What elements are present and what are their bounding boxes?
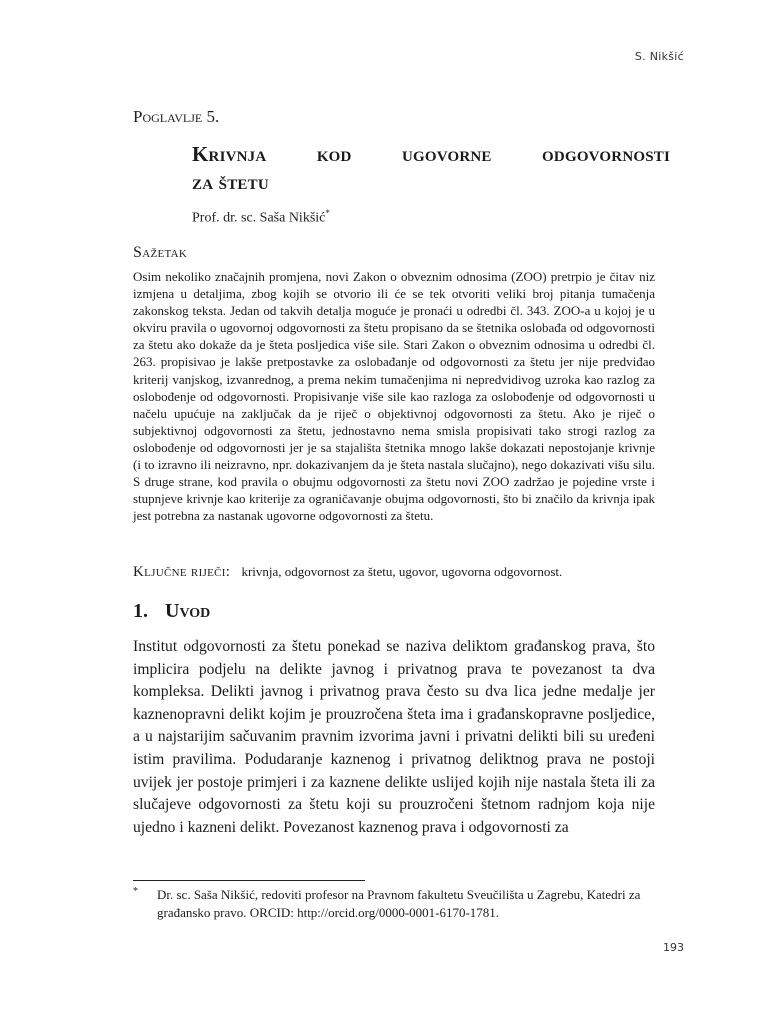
footnote-divider (133, 880, 365, 881)
keywords-line (133, 563, 673, 581)
section-title: Uvod (165, 600, 211, 622)
section-body-text: Institut odgovornosti za štetu ponekad se naziva deliktom građanskog prava, što implicira podjelu na delikte javnog i privatnog prava te povezanost ta dva kompleksa. Delikti javnog i privatnog prava često su dva lica jedne medalje jer kaznenopravni delikt kojim je prouzročena šteta ima i građanskopravne posljedice, a u najstarijim sačuvanim pravnim izvorima javni i privatni delikti bili su uređeni istim pravilima. Podudaranje kaznenog i privatnog deliktnog prava ne postoji uvijek jer postoje primjeri i za kaznene delikte uslijed kojih nije nastala šteta ili za slučajeve odgovornosti za štetu koji su prouzročeni štetnom radnjom koja nije ujedno i kazneni delikt. Povezanost kaznenog prava i odgovornosti za (133, 638, 655, 836)
keywords-text: krivnja, odgovornost za štetu, ugovor, ugovorna odgovornost. (241, 564, 563, 579)
chapter-label: Poglavlje 5. (133, 107, 220, 126)
author-line (192, 208, 330, 227)
article-title (192, 140, 670, 196)
abstract-label: Sažetak (133, 244, 188, 261)
footnote (133, 886, 655, 922)
author-footnote-mark[interactable]: * (325, 208, 330, 218)
footnote-mark: * (133, 886, 138, 897)
keywords-label: Ključne riječi: (133, 564, 231, 580)
article-title-line-2: za štetu (192, 170, 269, 194)
section-number: 1. (133, 600, 148, 622)
page-number: 193 (663, 941, 684, 954)
section-heading (133, 600, 210, 623)
running-head: S. Nikšić (634, 50, 684, 63)
footnote-text: Dr. sc. Saša Nikšić, redoviti profesor na Pravnom fakultetu Sveučilišta u Zagrebu, Katedri za građansko pravo. ORCID: http://orcid.org/0000-0001-6170-1781. (157, 887, 641, 920)
abstract-text: Osim nekoliko značajnih promjena, novi Zakon o obveznim odnosima (ZOO) pretrpio je čitav niz izmjena u detaljima, zbog kojih se otvorio ili će se tek otvoriti veliki broj pitanja tumačenja zakonskog teksta. Jedan od takvih detalja moguće je pronaći u odredbi čl. 343. ZOO-a u kojoj je u okviru pravila o ugovornoj odgovornosti za štetu propisano da se štetnika oslobađa od odgovornosti za štetu ako dokaže da je šteta posljedica više sile. Stari Zakon o obveznim odnosima u odredbi čl. 263. propisivao je lakše pretpostavke za oslobađanje od odgovornosti za štetu jer nije predviđao kriterij vanjskog, izvanrednog, a prema nekim tumačenjima ni nepredvidivog uzroka kao razlog za oslobođenje od odgovornosti. Propisivanje više sile kao razloga za oslobođenje od odgovornosti u načelu upućuje na zaključak da je riječ o objektivnoj odgovornosti za štetu. Ako je riječ o subjektivnoj odgovornosti za štetu, jednostavno nema smisla propisivati tako strogi razlog za oslobođenje od odgovornosti jer je sa stajališta štetnika mnogo lakše dokazati nepostojanje krivnje (i to izravno ili neizravno, npr. dokazivanjem da je šteta nastala slučajno), nego dokazivati višu silu. S druge strane, kod pravila o obujmu odgovornosti za štetu novi ZOO zadržao je pojedine vrste i stupnjeve krivnje kao kriterije za ograničavanje obujma odgovornosti, što bi značilo da krivnja ipak jest potrebna za nastanak ugovorne odgovornosti za štetu. (133, 269, 655, 524)
author-name: Prof. dr. sc. Saša Nikšić (192, 210, 326, 226)
article-title-line-1: Krivnja kod ugovorne odgovornosti (192, 142, 670, 166)
